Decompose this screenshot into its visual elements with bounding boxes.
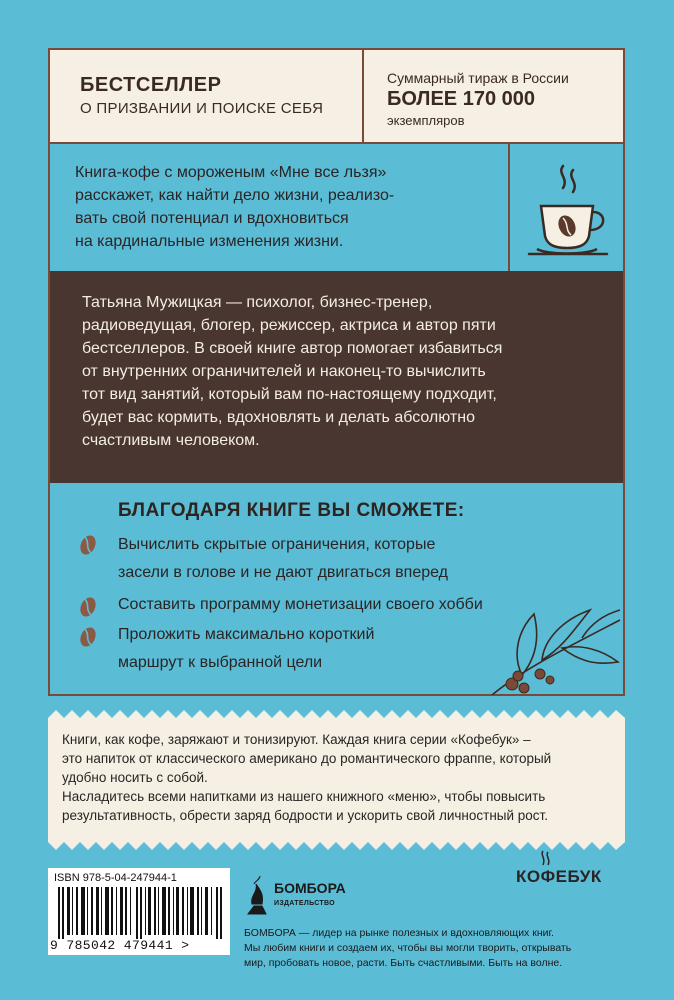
publisher-name: БОМБОРА (274, 880, 346, 896)
publisher-line: мир, пробовать новое, расти. Быть счастливыми. Быть на волне. (244, 957, 563, 969)
note-bottom-edge (48, 842, 625, 850)
publisher-line: Мы любим книги и создаем их, чтобы вы могли творить, открывать (244, 942, 572, 954)
intro-line: вать свой потенциал и вдохновиться (75, 210, 349, 227)
benefit-item (118, 621, 374, 677)
intro-line: на кардинальные изменения жизни. (75, 233, 344, 250)
benefit-line: маршрут к выбранной цели (118, 654, 323, 671)
series-note (48, 718, 625, 842)
publisher-emblem-icon (244, 876, 270, 916)
series-logo (516, 850, 626, 890)
benefit-line: засели в голове и не дают двигаться вперед (118, 564, 449, 581)
benefit-item (118, 591, 483, 619)
author-line: Татьяна Мужицкая — психолог, бизнес-тренер, (82, 294, 433, 311)
isbn-text: ISBN 978-5-04-247944-1 (54, 872, 177, 884)
circulation-label: Суммарный тираж в России (387, 70, 569, 86)
author-line: бестселлеров. В своей книге автор помогает избавиться (82, 340, 503, 357)
publisher-logo (244, 870, 374, 922)
bestseller-subtitle: О ПРИЗВАНИИ И ПОИСКЕ СЕБЯ (80, 100, 324, 117)
intro-line: Книга-кофе с мороженым «Мне все льзя» (75, 164, 387, 181)
author-line: тот вид занятий, который вам по-настоящему подходит, (82, 386, 497, 403)
benefit-line: Составить программу монетизации своего хобби (118, 596, 483, 613)
author-line: будет вас кормить, вдохновлять и делать абсолютно (82, 409, 475, 426)
note-top-edge (48, 710, 625, 718)
coffee-branch-icon (482, 600, 622, 695)
note-line: Книги, как кофе, заряжают и тонизируют. Каждая книга серии «Кофебук» – (62, 732, 531, 747)
note-line: удобно носить с собой. (62, 770, 208, 785)
series-brand: КОФЕБУК (516, 867, 602, 886)
benefit-line: Вычислить скрытые ограничения, которые (118, 536, 436, 553)
barcode-bars (58, 887, 222, 939)
author-line: радиоведущая, блогер, режиссер, актриса и автор пяти (82, 317, 496, 334)
barcode-digits: 9 785042 479441 > (50, 938, 190, 953)
coffee-bean-icon (79, 625, 97, 649)
circulation-unit: экземпляров (387, 113, 465, 128)
intro-line: расскажет, как найти дело жизни, реализо- (75, 187, 395, 204)
steam-icon (538, 850, 552, 866)
benefits-title: БЛАГОДАРЯ КНИГЕ ВЫ СМОЖЕТЕ: (118, 500, 465, 521)
note-line: результативность, обрести заряд бодрости и ускорить свой личностный рост. (62, 808, 548, 823)
publisher-subtitle: ИЗДАТЕЛЬСТВО (274, 900, 335, 907)
benefit-line: Проложить максимально короткий (118, 626, 375, 643)
note-line: Насладитесь всеми напитками из нашего книжного «меню», чтобы повысить (62, 789, 546, 804)
author-line: от внутренних ограничителей и наконец-то вычислить (82, 363, 486, 380)
note-text (62, 730, 614, 825)
bestseller-title: БЕСТСЕЛЛЕР (80, 74, 222, 96)
author-line: счастливым человеком. (82, 432, 260, 449)
publisher-description (244, 926, 634, 971)
barcode-block (48, 868, 230, 955)
coffee-bean-icon (79, 595, 97, 619)
coffee-bean-icon (79, 533, 97, 557)
publisher-line: БОМБОРА — лидер на рынке полезных и вдохновляющих книг. (244, 927, 554, 939)
benefit-item (118, 531, 448, 587)
note-line: это напиток от классического американо до романтического фраппе, который (62, 751, 552, 766)
circulation-count: БОЛЕЕ 170 000 (387, 88, 535, 110)
